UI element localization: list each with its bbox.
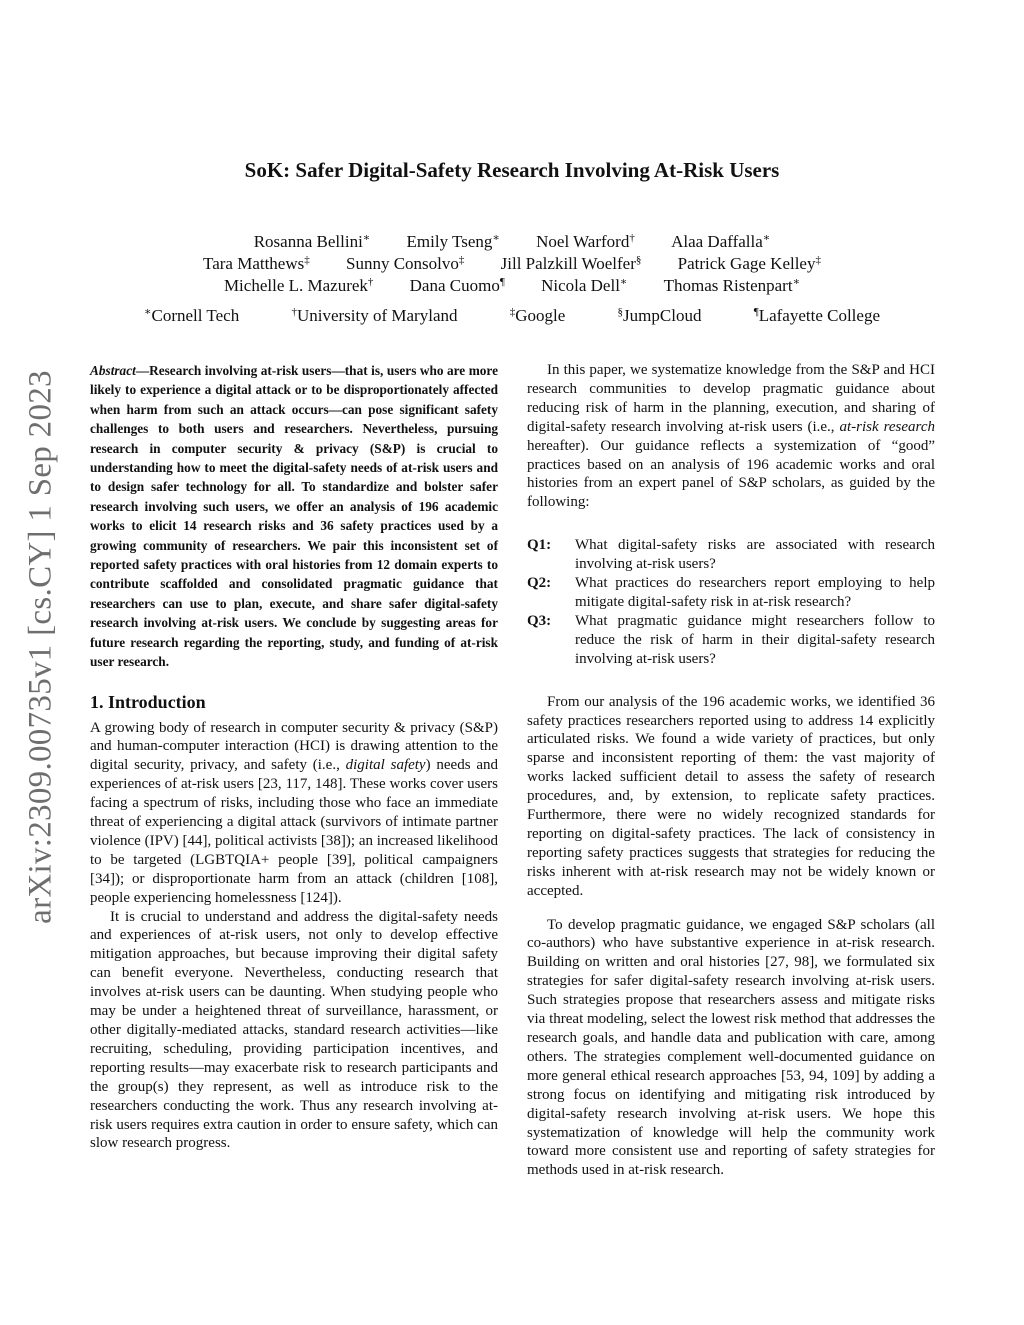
right-paragraph-3: To develop pragmatic guidance, we engaged S&P scholars (all co-authors) who have substantive experience in at-risk research. Building on written and oral histories [27, 98], we formulated six strategies for safer digital-safety research involving at-risk users. Such strategies propose that researchers assess and mitigate risks via threat modeling, select the lowest risk method that addresses the research goals, and handle data and publication with care, among others. The strategies complement well-documented guidance on more general ethical research approaches [53, 94, 109] by adding a strong focus on identifying and mitigating risk introduced by digital-safety research involving at-risk users. We hope this systematization of knowledge will help the community work toward more consistent use and reporting of safety strategies for methods used in at-risk research.: [527, 916, 935, 1179]
question-text: What pragmatic guidance might researchers follow to reduce the risk of harm in their digital-safety research involving at-risk users?: [575, 612, 935, 667]
question-label: Q2:: [527, 575, 552, 592]
author-line-1: [0, 231, 1024, 253]
affiliation: ∗Cornell Tech: [144, 306, 240, 325]
author-name: Patrick Gage Kelley‡: [677, 254, 821, 273]
author-name: Nicola Dell∗: [541, 276, 628, 295]
author-name: Michelle L. Mazurek†: [223, 276, 374, 295]
author-name: Jill Palzkill Woelfer§: [500, 254, 642, 273]
right-paragraph-1: In this paper, we systematize knowledge from the S&P and HCI research communities to develop pragmatic guidance about reducing risk of harm in the planning, execution, and sharing of digital-safety research involving at-risk users (i.e., at-risk research hereafter). Our guidance reflects a systemization of “good” practices based on an analysis of 196 academic works and oral histories from an expert panel of S&P scholars, as guided by the following:: [527, 362, 935, 511]
intro-paragraph-2: It is crucial to understand and address the digital-safety needs and experiences of at-risk users, not only to develop effective mitigation approaches, but because improving their digital safety can benefit everyone. Nevertheless, conducting research that involves at-risk users can be daunting. When studying people who may be under a heightened threat of surveillance, harassment, or other digitally-mediated attacks, standard research activities—like recruiting, scheduling, providing participation incentives, and reporting results—may exacerbate risk to research participants and the group(s) they represent, as well as introduce risk to the researchers conducting the work. Thus any research involving at-risk users requires extra caution in order to ensure safety, which can slow research progress.: [90, 908, 498, 1152]
affiliation: ‡Google: [509, 306, 566, 325]
paper-title: SoK: Safer Digital-Safety Research Involving At-Risk Users: [244, 158, 780, 182]
author-name: Thomas Ristenpart∗: [663, 276, 801, 295]
author-line-3: [0, 275, 1024, 297]
right-paragraph-2: From our analysis of the 196 academic works, we identified 36 safety practices researchers reported using to address 14 explicitly articulated risks. We found a wide variety of practices, but only sparse and inconsistent reporting of them: the vast majority of works lacked sufficient detail to assess the safety of research procedures, and, by extension, to replicate safety practices. Furthermore, there were no widely recognized standards for reporting on digital-safety practices. The lack of consistency in reporting safety practices suggests that strategies for reducing the risks inherent with at-risk research may not be widely known or accepted.: [527, 693, 935, 899]
author-line-2: [0, 253, 1024, 275]
abstract: [90, 361, 498, 672]
affiliation: ¶Lafayette College: [753, 306, 880, 325]
affiliation: †University of Maryland: [291, 306, 458, 325]
left-column: [90, 361, 498, 1153]
affiliations: [0, 306, 1024, 326]
section-heading-introduction: 1. Introduction: [90, 691, 206, 712]
author-name: Noel Warford†: [536, 232, 635, 251]
author-name: Emily Tseng∗: [406, 232, 500, 251]
research-question: [527, 574, 935, 612]
author-name: Sunny Consolvo‡: [346, 254, 465, 273]
affiliation: §JumpCloud: [617, 306, 702, 325]
research-questions: [527, 536, 935, 668]
abstract-label: Abstract: [90, 363, 136, 378]
question-text: What practices do researchers report employing to help mitigate digital-safety risk in at-risk research?: [575, 575, 935, 610]
author-name: Dana Cuomo¶: [409, 276, 505, 295]
intro-paragraph-1: A growing body of research in computer security & privacy (S&P) and human-computer interaction (HCI) is drawing attention to the digital security, privacy, and safety (i.e., digital safety) needs and experiences of at-risk users [23, 117, 148]. These works cover users facing a spectrum of risks, including those who face an immediate threat of experiencing a digital attack (survivors of intimate partner violence (IPV) [44], political activists [38]); an increased likelihood to be targeted (LGBTQIA+ people [39], political campaigners [34]); or disproportionate harm from an attack (children [108], people experiencing homelessness [124]).: [90, 719, 498, 906]
right-column: [527, 361, 935, 1180]
arxiv-sidebar-stamp: [16, 363, 66, 930]
question-label: Q3:: [527, 612, 552, 629]
question-text: What digital-safety risks are associated with research involving at-risk users?: [575, 537, 935, 573]
research-question: [527, 612, 935, 669]
author-name: Tara Matthews‡: [203, 254, 310, 273]
arxiv-identifier: arXiv:2309.00735v1 [cs.CY] 1 Sep 2023: [22, 369, 59, 924]
question-label: Q1:: [527, 537, 552, 554]
abstract-text: —Research involving at-risk users—that is, users who are more likely to experience a digital attack or to be disproportionately affected when harm from such an attack occurs—can pose significant safety challenges to both users and researchers. Nevertheless, pursuing research in computer security & privacy (S&P) is crucial to understanding how to meet the digital-safety needs of at-risk users and to design safer technology for all. To standardize and bolster safer research involving such users, we offer an analysis of 196 academic works to elicit 14 research risks and 36 safety practices used by a growing community of researchers. We pair this inconsistent set of reported safety practices with oral histories from 12 domain experts to contribute scaffolded and consolidated pragmatic guidance that researchers can use to plan, execute, and share safer digital-safety research involving at-risk users. We conclude by suggesting areas for future research regarding the reporting, study, and funding of at-risk user research.: [90, 363, 498, 670]
research-question: [527, 536, 935, 574]
author-name: Rosanna Bellini∗: [253, 232, 371, 251]
author-name: Alaa Daffalla∗: [671, 232, 771, 251]
